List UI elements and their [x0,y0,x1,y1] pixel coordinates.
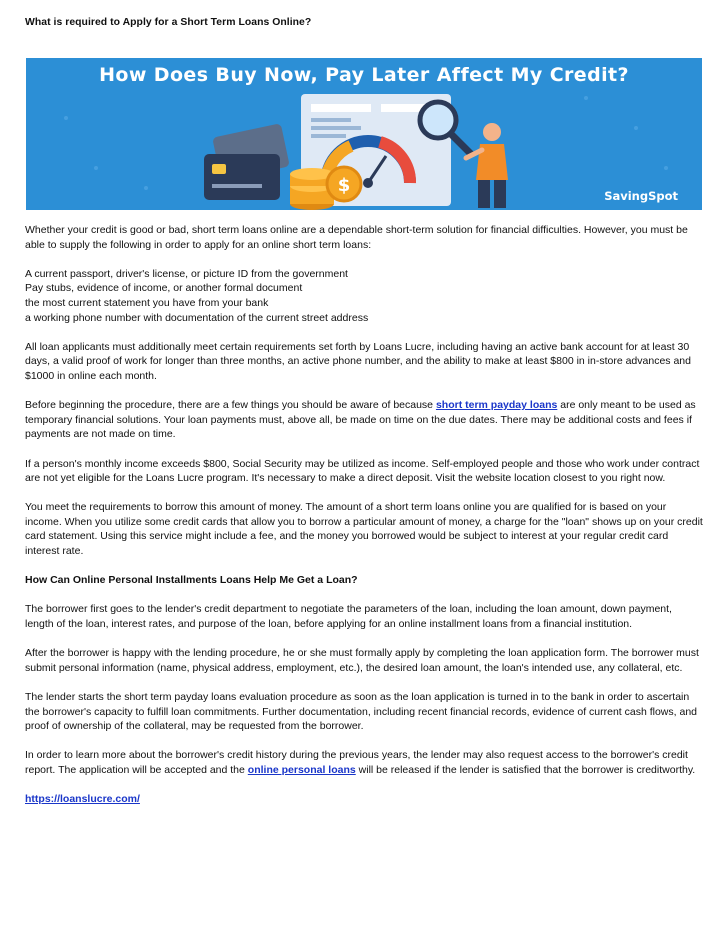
online-personal-loans-link[interactable]: online personal loans [247,763,356,776]
application-paragraph: After the borrower is happy with the lending procedure, he or she must formally apply by completing the loan application form. The borrower must submit personal information (name, physical address, employment, etc.), the desired loan amount, the loan's intended use, any collateral, etc. [25,647,699,674]
requirement-item: the most current statement you have from your bank [25,296,269,309]
website-link[interactable]: https://loanslucre.com/ [25,793,140,806]
section-subheading: How Can Online Personal Installments Loans Help Me Get a Loan? [25,574,358,587]
borrower-negotiation-paragraph: The borrower first goes to the lender's credit department to negotiate the parameters of the loan, including the loan amount, down payment, length of the loan, interest rates, and purpose of the loan, before applying for an online installment loans from a financial institution. [25,603,672,631]
requirement-item: a working phone number with documentation of the current street address [25,311,369,324]
banner-heading: How Does Buy Now, Pay Later Affect My Credit? [99,64,629,86]
income-paragraph: If a person's monthly income exceeds $800, Social Security may be utilized as income. Self-employed people and those who work under contract are not yet eligible for the Loans Lucre program. It's necessary to make a direct deposit. Visit the website location closest to you right now. [25,457,700,485]
paragraph-text: are only meant to be used as temporary financial solutions. Your loan payments must, above all, be made on time on the due dates. There may be additional costs and fees if payments are not made on time. [25,399,696,441]
intro-paragraph: Whether your credit is good or bad, short term loans online are a dependable short-term solution for financial difficulties. However, you must be able to supply the following in order to apply for an online short term loans: [25,224,688,251]
borrow-amount-paragraph: You meet the requirements to borrow this amount of money. The amount of a short term loans online you are qualified for is based on your income. When you utilize some credit cards that allow you to borrow a particular amount of money, a charge for the "loan" shows up on your credit card statement. Using this service might include a fee, and the money you borrowed would be subject to interest at your regular credit card interest rate. [25,501,703,558]
document-title: What is required to Apply for a Short Term Loans Online? [25,17,312,28]
lucre-requirements-paragraph: All loan applicants must additionally meet certain requirements set forth by Loans Lucre, including having an active bank account for at least 30 days, a valid proof of work for longer than three months, an active phone number, and the ability to make at least $800 in in-store advances and $1000 in online each month. [25,340,691,382]
dollar-coin-icon [327,167,361,201]
requirement-item: Pay stubs, evidence of income, or another formal document [25,282,303,295]
before-procedure-paragraph [25,398,703,442]
article-body [25,223,703,821]
requirements-list [25,267,703,325]
paragraph-text: will be released if the lender is satisfied that the borrower is creditworthy. [355,763,696,776]
paragraph-text: Before beginning the procedure, there are a few things you should be aware of because [25,399,436,412]
hero-banner [26,58,702,210]
credit-history-paragraph [25,748,703,777]
requirement-item: A current passport, driver's license, or picture ID from the government [25,267,348,280]
brand-logo: SavingSpot [604,189,678,203]
svg-text:$: $ [337,175,351,196]
short-term-payday-loans-link[interactable]: short term payday loans [435,399,558,412]
footer-link-paragraph [25,792,703,807]
person-figure-icon [466,123,508,208]
paragraph-text: In order to learn more about the borrower's credit history during the previous years, the lender may also request access to the borrower's credit report. The application will be accepted and the [25,749,688,776]
credit-card-icon [204,123,290,200]
lender-evaluation-paragraph: The lender starts the short term payday loans evaluation procedure as soon as the loan application is turned in to the bank in order to ascertain the borrower's capacity to fulfill loan commitments. Further documentation, including recent financial records, evidence of current cash flows, and proof of ownership of the collateral, may be requested from the borrower. [25,691,697,733]
